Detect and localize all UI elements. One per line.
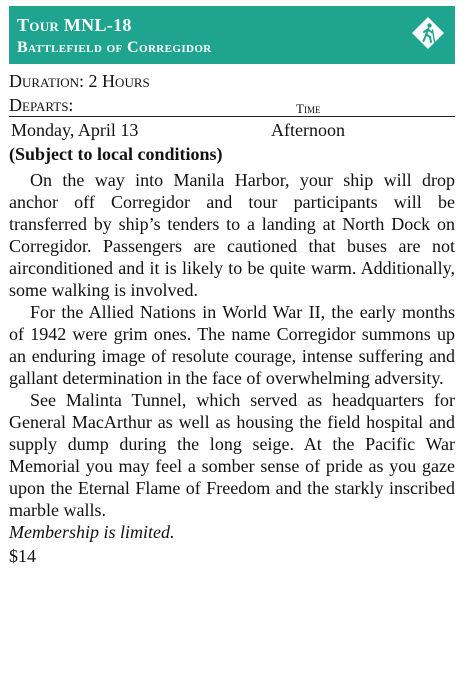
- departs-header-row: [9, 94, 455, 117]
- departure-date: Monday, April 13: [11, 120, 139, 140]
- conditions-note: (Subject to local conditions): [9, 144, 223, 164]
- tour-code: Tour MNL-18: [17, 15, 132, 35]
- tour-card: [0, 6, 466, 679]
- schedule-row: [9, 119, 455, 141]
- tour-title: Battlefield of Corregidor: [17, 39, 212, 56]
- description-paragraph: See Malinta Tunnel, which served as headquarters for General MacArthur as well as housing the field hospital and supply dump during the long seige. At the Pacific War Memorial you may feel a somber sense of pride as you gaze upon the Eternal Flame of Freedom and the starkly inscribed marble walls.: [9, 390, 455, 520]
- description-paragraph: For the Allied Nations in World War II, the early months of 1942 were grim ones. The name Corregidor summons up an enduring image of resolute courage, intense suffering and gallant determination in the face of overwhelming adversity.: [9, 302, 455, 388]
- price: $14: [9, 546, 36, 566]
- departure-time: Afternoon: [271, 120, 345, 140]
- departs-label: Departs:: [9, 95, 74, 115]
- hiking-person-icon: [411, 16, 445, 50]
- time-column-label: Time: [296, 101, 321, 116]
- description-paragraph: On the way into Manila Harbor, your ship will drop anchor off Corregidor and tour participants will be transferred by ship’s tenders to a landing at North Dock on Corregidor. Passengers are cautioned that buses are not airconditioned and it is likely to be quite warm. Additionally, some walking is involved.: [9, 170, 455, 300]
- duration: Duration: 2 Hours: [9, 71, 150, 91]
- membership-note: Membership is limited.: [9, 522, 175, 542]
- tour-header-banner: [9, 6, 455, 64]
